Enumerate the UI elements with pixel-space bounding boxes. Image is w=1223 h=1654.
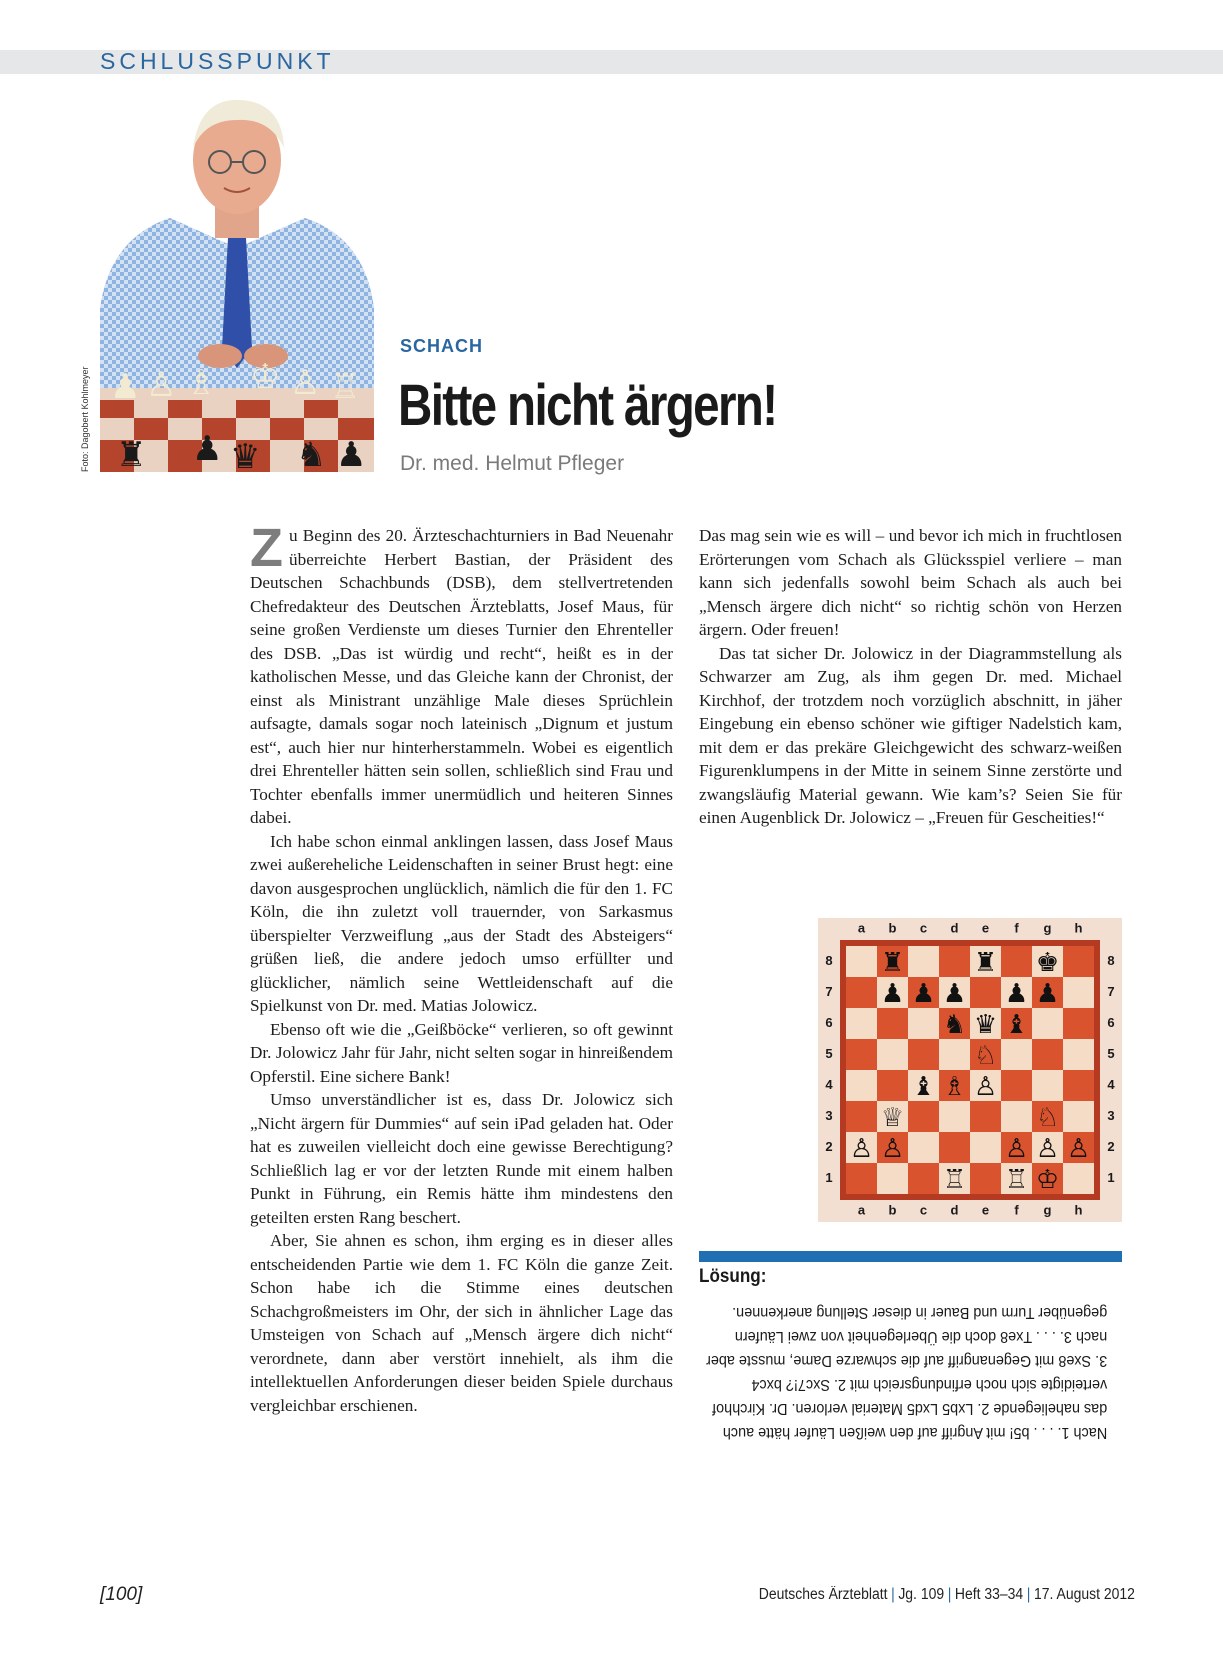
chess-piece-b3: ♕ (880, 1103, 905, 1133)
chess-piece-c7: ♟ (911, 979, 936, 1009)
board-square-b5 (877, 1039, 908, 1070)
board-square-a8 (846, 946, 877, 977)
chess-piece-e5: ♘ (973, 1041, 998, 1071)
chess-piece-d4: ♗ (942, 1072, 967, 1102)
board-square-e2 (970, 1132, 1001, 1163)
publication-info: Deutsches Ärzteblatt | Jg. 109 | Heft 33–34 | 17. August 2012 (758, 1586, 1135, 1603)
board-square-e7 (970, 977, 1001, 1008)
journal-issue: Heft 33–34 (955, 1586, 1024, 1603)
solution-line: verteidigte sich noch erfindungsreich mit 2. Sxc7!? bxc4 (751, 1376, 1108, 1393)
board-square-a1 (846, 1163, 877, 1194)
board-square-h7 (1063, 977, 1094, 1008)
rank-label-right: 1 (1107, 1169, 1115, 1185)
svg-text:♖: ♖ (330, 367, 361, 407)
drop-cap: Z (250, 518, 283, 578)
article-column-1 (250, 518, 673, 1417)
board-square-a3 (846, 1101, 877, 1132)
chess-piece-g2: ♙ (1035, 1134, 1060, 1164)
rank-label-right: 2 (1107, 1138, 1115, 1154)
rank-label-left: 5 (825, 1045, 833, 1061)
file-label-top: e (981, 920, 990, 936)
board-square-f4 (1001, 1070, 1032, 1101)
chess-piece-d7: ♟ (942, 979, 967, 1009)
board-square-c2 (908, 1132, 939, 1163)
board-square-c1 (908, 1163, 939, 1194)
solution-line: das naheliegende 2. Lxb5 Lxd5 Material verloren. Dr. Kirchhof (712, 1400, 1108, 1417)
svg-text:♙: ♙ (146, 365, 177, 405)
rank-label-right: 5 (1107, 1045, 1115, 1061)
chess-board (818, 918, 1122, 1222)
solution-text (706, 1300, 1108, 1444)
svg-text:♗: ♗ (186, 363, 217, 403)
rank-label-right: 6 (1107, 1014, 1115, 1030)
board-square-g5 (1032, 1039, 1063, 1070)
svg-text:♜: ♜ (116, 435, 147, 472)
board-square-c8 (908, 946, 939, 977)
solution-bar (699, 1251, 1122, 1262)
article-kicker: SCHACH (400, 336, 484, 356)
photo-credit: Foto: Dagobert Kohlmeyer (80, 366, 90, 472)
board-square-c3 (908, 1101, 939, 1132)
solution-title: Lösung: (699, 1266, 767, 1287)
board-square-c6 (908, 1008, 939, 1039)
rank-label-left: 8 (825, 952, 833, 968)
board-square-a7 (846, 977, 877, 1008)
board-square-b6 (877, 1008, 908, 1039)
file-label-bottom: e (981, 1202, 990, 1218)
chess-piece-e6: ♛ (973, 1010, 998, 1040)
file-label-top: d (950, 920, 959, 936)
journal-date: 17. August 2012 (1034, 1586, 1135, 1603)
page-number: [100] (100, 1584, 143, 1605)
rank-label-left: 3 (825, 1107, 833, 1123)
solution-line: gegenüber Turm und Bauer in dieser Stellung anerkennen. (732, 1304, 1108, 1321)
chess-piece-c4: ♝ (911, 1072, 936, 1102)
file-label-bottom: c (919, 1202, 928, 1218)
solution-line: 3. Sxe8 mit Gegenangriff auf die schwarze Dame, musste aber (706, 1352, 1108, 1369)
board-square-f8 (1001, 946, 1032, 977)
file-label-bottom: a (857, 1202, 866, 1218)
board-square-b4 (877, 1070, 908, 1101)
chess-piece-h2: ♙ (1066, 1134, 1091, 1164)
journal-name: Deutsches Ärzteblatt (758, 1586, 888, 1603)
file-label-bottom: h (1074, 1202, 1083, 1218)
board-square-e3 (970, 1101, 1001, 1132)
chess-piece-b8: ♜ (880, 948, 905, 978)
file-label-bottom: f (1014, 1202, 1019, 1218)
chess-piece-f1: ♖ (1004, 1165, 1029, 1195)
file-label-top: c (919, 920, 928, 936)
board-square-d5 (939, 1039, 970, 1070)
file-label-bottom: d (950, 1202, 959, 1218)
board-square-h1 (1063, 1163, 1094, 1194)
board-square-h6 (1063, 1008, 1094, 1039)
board-square-h8 (1063, 946, 1094, 977)
chess-piece-e8: ♜ (973, 948, 998, 978)
rank-label-left: 4 (825, 1076, 833, 1092)
chess-piece-b7: ♟ (880, 979, 905, 1009)
board-square-h3 (1063, 1101, 1094, 1132)
board-square-c5 (908, 1039, 939, 1070)
svg-text:♟: ♟ (336, 435, 367, 472)
rank-label-right: 7 (1107, 983, 1115, 999)
svg-text:♟: ♟ (110, 367, 141, 407)
section-label: SCHLUSSPUNKT (100, 48, 335, 74)
rank-label-right: 4 (1107, 1076, 1115, 1092)
article-paragraph: Ebenso oft wie die „Geißböcke“ verlieren, so oft gewinnt Dr. Jolowicz Jahr für Jahr, nicht selten sogar in hinreißendem Opferstil. Eine sichere Bank! (250, 1019, 673, 1086)
article-paragraph: Das mag sein wie es will – und bevor ich mich in fruchtlosen Erörterungen vom Schach als Glücksspiel verliere – man kann sich jedenfalls sowohl beim Schach als auch bei „Mensch ärgere dich nicht“ so richtig schön von Herzen ärgern. Oder freuen! (699, 526, 1122, 639)
board-square-d8 (939, 946, 970, 977)
article-paragraph: Aber, Sie ahnen es schon, ihm erging es in dieser alles entscheidenden Partie wie dem 1. FC Köln die ganze Zeit. Schon habe ich die Stimme eines deutschen Schachgroßmeisters im Ohr, der sich in ähnlicher Lage das Umsteigen von Schach auf „Mensch ärgere dich nicht“ verordnete, dann aber verstört innehielt, als ihm die intellektuellen Anforderungen dieser beiden Spiele durchaus vergleichbar erschienen. (250, 1231, 673, 1415)
board-square-h5 (1063, 1039, 1094, 1070)
chess-diagram (818, 918, 1122, 1222)
board-square-d2 (939, 1132, 970, 1163)
board-square-f5 (1001, 1039, 1032, 1070)
chess-piece-d1: ♖ (942, 1165, 967, 1195)
chess-piece-f2: ♙ (1004, 1134, 1029, 1164)
article-paragraph: Ich habe schon einmal anklingen lassen, dass Josef Maus zwei außereheliche Leidenschaften in seiner Brust hegt: eine davon ausgesprochen unglücklich, nämlich die für den 1. FC Köln, die ihn zuletzt voll trauernder, von Sarkasmus überspielter Verzweiflung „aus der Stadt des Absteigers“ grüßen ließ, die andere jedoch umso erfüllter und glücklicher, nämlich seine Wettleidenschaft auf die Spielkunst von Dr. med. Matias Jolowicz. (250, 831, 673, 1015)
board-square-e1 (970, 1163, 1001, 1194)
board-square-a5 (846, 1039, 877, 1070)
chess-piece-a2: ♙ (849, 1134, 874, 1164)
board-square-f3 (1001, 1101, 1032, 1132)
chess-piece-f7: ♟ (1004, 979, 1029, 1009)
chess-piece-d6: ♞ (942, 1010, 967, 1040)
rank-label-left: 2 (825, 1138, 833, 1154)
svg-text:♛: ♛ (230, 437, 261, 472)
board-square-b1 (877, 1163, 908, 1194)
board-square-a6 (846, 1008, 877, 1039)
svg-text:♔: ♔ (250, 357, 281, 397)
chess-piece-g7: ♟ (1035, 979, 1060, 1009)
board-square-g6 (1032, 1008, 1063, 1039)
board-square-d3 (939, 1101, 970, 1132)
board-square-g4 (1032, 1070, 1063, 1101)
article-paragraph: Umso unverständlicher ist es, dass Dr. Jolowicz sich „Nicht ärgern für Dummies“ auf sein iPad geladen hat. Oder hat es zuweilen vielleicht doch eine gewisse Berechtigung? Schließlich lag er vor der letzten Runde mit einem halben Punkt in Führung, ein Remis hätte ihm mindestens den geteilten ersten Rang beschert. (250, 1090, 673, 1227)
article-title: Bitte nicht ärgern! (398, 373, 777, 438)
solution-line: nach 3. . . . Txe8 doch die Überlegenheit von zwei Läufern (734, 1328, 1108, 1345)
svg-text:♟: ♟ (192, 429, 223, 469)
file-label-top: h (1074, 920, 1083, 936)
file-label-bottom: b (888, 1202, 897, 1218)
board-square-h4 (1063, 1070, 1094, 1101)
journal-volume: Jg. 109 (898, 1586, 945, 1603)
author-photo-illustration (100, 88, 374, 472)
svg-text:♙: ♙ (290, 363, 321, 403)
chess-piece-b2: ♙ (880, 1134, 905, 1164)
chess-piece-f6: ♝ (1004, 1010, 1029, 1040)
file-label-bottom: g (1043, 1202, 1052, 1218)
rank-label-right: 8 (1107, 952, 1115, 968)
rank-label-right: 3 (1107, 1107, 1115, 1123)
file-label-top: g (1043, 920, 1052, 936)
chess-piece-e4: ♙ (973, 1072, 998, 1102)
rank-label-left: 1 (825, 1169, 833, 1185)
svg-text:♞: ♞ (296, 435, 327, 472)
board-square-a4 (846, 1070, 877, 1101)
article-paragraph: Zu Beginn des 20. Ärzteschachturniers in Bad Neuenahr überreichte Herbert Bastian, der Präsident des Deutschen Schachbunds (DSB), dem stellvertretenden Chefredakteur des Deutschen Ärzteblatts, Josef Maus, für seine großen Verdienste um dieses Turnier den Ehrenteller des DSB. „Das ist würdig und recht“, heißt es in der katholischen Messe, und das Gleiche kann der Chronist, der einst als Ministrant unzählige Male dieses Sprüchlein aufsagte, damals sogar noch lateinisch „Dignum et justum est“, auch hier nur hinterherstammeln. Wobei es eigentlich drei Ehrenteller hätten sein sollen, schließlich sind Frau und Tochter ebenfalls immer unermüdlich und heiteren Sinnes dabei. (250, 518, 673, 827)
chess-piece-g3: ♘ (1035, 1103, 1060, 1133)
article-author: Dr. med. Helmut Pfleger (400, 452, 625, 475)
chess-piece-g8: ♚ (1035, 948, 1060, 978)
file-label-top: b (888, 920, 897, 936)
rank-label-left: 7 (825, 983, 833, 999)
solution-line: Nach 1. . . . b5! mit Angriff auf den weißen Läufer hätte auch (722, 1424, 1108, 1441)
author-photo (100, 88, 374, 472)
article-paragraph: Das tat sicher Dr. Jolowicz in der Diagrammstellung als Schwarzer am Zug, als ihm gegen Dr. med. Michael Kirchhof, der trotzdem noch vorzüglich abschnitt, in jäher Eingebung ein ebenso schöner wie giftiger Nadelstich kam, mit dem er das prekäre Gleichgewicht des schwarz-weißen Figurenklumpens in der Mitte in seinem Sinne zerstörte und zwangsläufig Material gewann. Wie kam’s? Seien Sie für einen Augenblick Dr. Jolowicz – „Freuen für Gescheities!“ (699, 643, 1122, 827)
chess-piece-g1: ♔ (1035, 1165, 1060, 1195)
article-column-2 (699, 524, 1122, 830)
file-label-top: f (1014, 920, 1019, 936)
rank-label-left: 6 (825, 1014, 833, 1030)
file-label-top: a (857, 920, 866, 936)
